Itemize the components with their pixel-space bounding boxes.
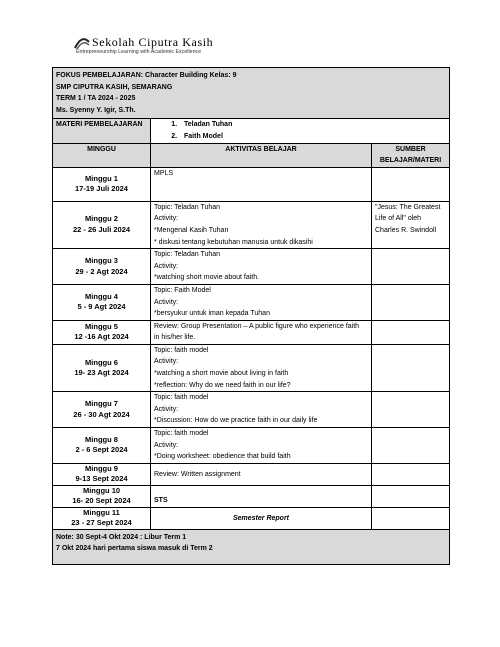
activity-line: in his/her life. [154,334,196,342]
source-cell [372,485,450,507]
week-cell [53,201,151,248]
week-date: 26 - 30 Agt 2024 [73,409,130,419]
week-cell [53,344,151,391]
materi-item: 2. Faith Model [179,131,446,143]
materi-list-cell [151,119,450,143]
focus-line: FOKUS PEMBELAJARAN: Character Building Kelas: 9 [56,72,237,79]
source-cell [372,167,450,201]
source-cell [372,344,450,391]
week-cell [53,428,151,464]
source-cell [372,463,450,485]
activity-line: Activity: [154,262,179,270]
week-date: 2 - 6 Sept 2024 [75,445,128,455]
col-week: MINGGU [53,143,151,167]
week-label: Minggu 1 [85,173,118,183]
week-cell [53,320,151,344]
school-logo [74,34,234,62]
activity-line: Topic: faith model [154,430,209,438]
table-row [53,167,450,201]
week-label: Minggu 3 [85,256,118,266]
activity-line: Topic: Faith Model [154,286,211,294]
activity-line: MPLS [154,169,174,177]
table-row [53,284,450,320]
week-date: 16- 20 Sept 2024 [72,496,131,506]
col-activities: AKTIVITAS BELAJAR [151,143,372,167]
week-date: 12 -16 Agt 2024 [74,332,129,342]
teacher-line: Ms. Syenny Y. Igir, S.Th. [56,106,136,114]
note-cell [53,529,450,564]
activity-cell [151,344,372,391]
activity-line: * diskusi tentang kebutuhan manusia untuk dikasihi [154,238,313,246]
week-label: Minggu 5 [85,321,118,331]
week-cell [53,463,151,485]
week-date: 22 - 26 Juli 2024 [72,224,131,234]
table-row [53,344,450,391]
table-row [53,507,450,529]
materi-item: 1. Teladan Tuhan [179,119,446,131]
materi-list [154,119,446,142]
table-row [53,392,450,428]
syllabus-table [52,67,450,565]
week-label: Minggu 2 [85,214,118,224]
source-line: Charles R. Swindoll [375,226,437,234]
week-label: Minggu 7 [85,399,118,409]
week-cell [53,167,151,201]
activity-line: Topic: Teladan Tuhan [154,251,221,259]
activity-line: Semester Report [232,514,290,522]
school-name: Sekolah Ciputra Kasih [92,35,214,49]
activity-line: STS [154,497,168,505]
table-row [53,428,450,464]
table-row [53,249,450,285]
week-date: 9-13 Sept 2024 [75,474,128,484]
activity-line: *Discussion: How do we practice faith in our daily life [154,417,318,425]
week-cell [53,507,151,529]
activity-line: *Mengenal Kasih Tuhan [154,226,229,234]
week-date: 5 - 9 Agt 2024 [77,302,126,312]
week-cell [53,284,151,320]
activity-cell [151,485,372,507]
week-date: 17-19 Juli 2024 [75,184,128,194]
activity-line: Activity: [154,215,179,223]
header-block [53,68,450,119]
week-label: Minggu 4 [85,291,118,301]
activity-cell [151,463,372,485]
activity-line: *bersyukur untuk iman kepada Tuhan [154,310,270,318]
term-line: TERM 1 / TA 2024 - 2025 [56,95,136,103]
week-label: Minggu 6 [85,357,118,367]
week-label: Minggu 11 [83,507,120,517]
materi-row [53,119,450,143]
activity-cell [151,320,372,344]
activity-cell [151,284,372,320]
source-cell [372,284,450,320]
source-cell [372,320,450,344]
week-cell [53,485,151,507]
source-cell [372,201,450,248]
week-date: 29 - 2 Agt 2024 [75,266,128,276]
activity-cell [151,392,372,428]
table-row [53,201,450,248]
week-label: Minggu 8 [85,434,118,444]
col-source: SUMBER BELAJAR/MATERI [372,143,450,167]
activity-cell [151,249,372,285]
activity-line: Topic: faith model [154,346,209,354]
activity-cell [151,167,372,201]
week-date: 19- 23 Agt 2024 [74,368,129,378]
column-header-row [53,143,450,167]
school-line: SMP CIPUTRA KASIH, SEMARANG [56,83,173,91]
week-date: 23 - 27 Sept 2024 [71,518,132,528]
week-label: Minggu 10 [82,485,121,495]
note-line: Note: 30 Sept-4 Okt 2024 : Libur Term 1 [56,533,187,541]
activity-line: Activity: [154,405,179,413]
activity-line: Review: Written assignment [154,470,241,478]
school-tagline: Entrepreneurship Learning with Academic Excellence [76,49,202,55]
source-line: "Jesus: The Greatest [375,203,441,211]
source-cell [372,428,450,464]
table-row [53,485,450,507]
source-cell [372,392,450,428]
table-row [53,320,450,344]
week-label: Minggu 9 [85,463,118,473]
activity-line: *watching a short movie about living in faith [154,370,289,378]
table-row [53,463,450,485]
source-cell [372,249,450,285]
activity-cell [151,507,372,529]
school-emblem-icon [74,36,90,50]
activity-cell [151,201,372,248]
activity-cell [151,428,372,464]
source-cell [372,507,450,529]
materi-label: MATERI PEMBELAJARAN [53,119,151,143]
activity-line: Topic: faith model [154,394,209,402]
week-cell [53,392,151,428]
source-line: Life of All" oleh [375,215,422,223]
activity-line: *watching short movie about faith. [154,274,260,282]
activity-line: Activity: [154,441,179,449]
note-line: 7 Okt 2024 hari pertama siswa masuk di Term 2 [56,545,213,553]
note-row [53,529,450,564]
activity-line: Activity: [154,358,179,366]
activity-line: Activity: [154,298,179,306]
week-cell [53,249,151,285]
activity-line: Topic: Teladan Tuhan [154,203,221,211]
activity-line: *reflection: Why do we need faith in our life? [154,381,291,389]
activity-line: Review: Group Presentation – A public figure who experience faith [154,322,360,330]
activity-line: *Doing worksheet: obedience that build faith [154,453,291,461]
